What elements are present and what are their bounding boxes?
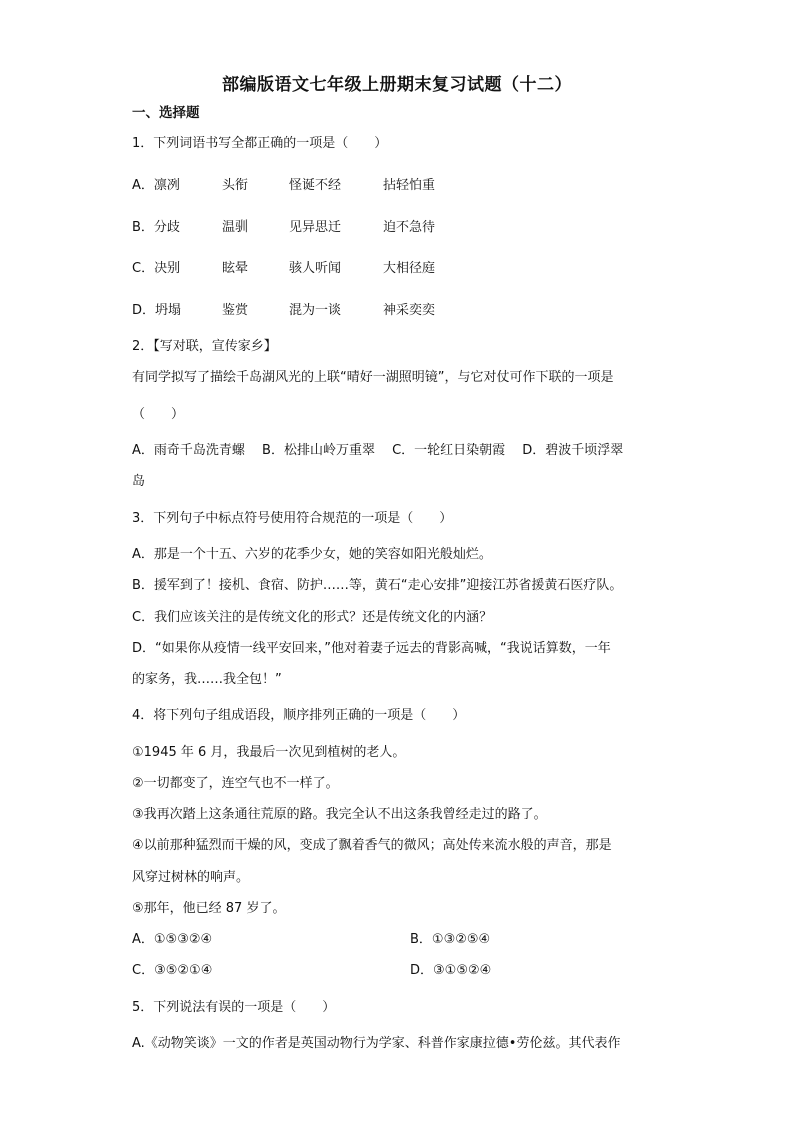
page-title: 部编版语文七年级上册期末复习试题（十二）: [222, 75, 572, 95]
question-2-answer-bracket: （ ）: [132, 407, 185, 422]
option-word: 拈轻怕重: [383, 178, 436, 193]
question-2-options: A．雨奇千岛洗青螺 B．松排山岭万重翠 C．一轮红日染朝霞 D．碧波千顷浮翠: [132, 443, 624, 458]
question-3-option-b: B．援军到了！接机、食宿、防护……等，黄石“走心安排”迎接江苏省援黄石医疗队。: [132, 578, 623, 593]
option-word: 头衔: [222, 178, 249, 193]
question-2-text: 有同学拟写了描绘千岛湖风光的上联“晴好一湖照明镜”，与它对仗可作下联的一项是: [132, 370, 614, 385]
option-word: 迫不急待: [383, 220, 436, 235]
question-3-option-d: D．“如果你从疫情一线平安回来，”他对着妻子远去的背影高喊，“我说话算数，一年: [132, 641, 611, 656]
question-4-sentence-4-continued: 风穿过树林的响声。: [132, 870, 250, 885]
question-4-sentence-4: ④以前那种猛烈而干燥的风，变成了飘着香气的微风；高处传来流水般的声音，那是: [132, 838, 612, 853]
question-5-stem: 5．下列说法有误的一项是（ ）: [132, 1000, 336, 1015]
question-4-sentence-2: ②一切都变了，连空气也不一样了。: [132, 776, 339, 791]
option-word: 鉴赏: [222, 303, 249, 318]
question-4-sentence-3: ③我再次踏上这条通往荒原的路。我完全认不出这条我曾经走过的路了。: [132, 807, 547, 822]
question-4-option-d: D．③①⑤②④: [410, 963, 492, 978]
option-word: 大相径庭: [383, 261, 436, 276]
question-3-option-c: C．我们应该关注的是传统文化的形式？还是传统文化的内涵？: [132, 610, 493, 625]
question-4-option-b: B．①③②⑤④: [410, 932, 491, 947]
option-label: C．决别: [132, 261, 181, 276]
question-2-options-continued: 岛: [132, 474, 146, 489]
question-3-stem: 3．下列句子中标点符号使用符合规范的一项是（ ）: [132, 511, 453, 526]
question-4-sentence-1: ①1945 年 6 月，我最后一次见到植树的老人。: [132, 745, 406, 760]
question-1-stem: 1．下列词语书写全都正确的一项是（ ）: [132, 136, 388, 151]
section-heading-choice: 一、选择题: [132, 105, 200, 121]
option-word: 混为一谈: [289, 303, 342, 318]
option-word: 骇人听闻: [289, 261, 342, 276]
question-4-option-a: A．①⑤③②④: [132, 932, 213, 947]
question-4-sentence-5: ⑤那年，他已经 87 岁了。: [132, 901, 286, 916]
question-2-stem: 2．【写对联，宣传家乡】: [132, 339, 277, 354]
question-4-stem: 4．将下列句子组成语段，顺序排列正确的一项是（ ）: [132, 708, 466, 723]
option-word: 见异思迁: [289, 220, 342, 235]
question-3-option-a: A．那是一个十五、六岁的花季少女，她的笑容如阳光般灿烂。: [132, 547, 492, 562]
option-word: 神采奕奕: [383, 303, 436, 318]
option-label: D．坍塌: [132, 303, 182, 318]
option-word: 怪诞不经: [289, 178, 342, 193]
option-label: B．分歧: [132, 220, 180, 235]
option-word: 眩晕: [222, 261, 249, 276]
question-3-option-d-continued: 的家务，我……我全包！”: [132, 672, 282, 687]
question-5-option-a: A.《动物笑谈》一文的作者是英国动物行为学家、科普作家康拉德•劳伦兹。其代表作: [132, 1036, 621, 1051]
question-4-option-c: C．③⑤②①④: [132, 963, 213, 978]
option-word: 温驯: [222, 220, 249, 235]
option-label: A．凛冽: [132, 178, 180, 193]
